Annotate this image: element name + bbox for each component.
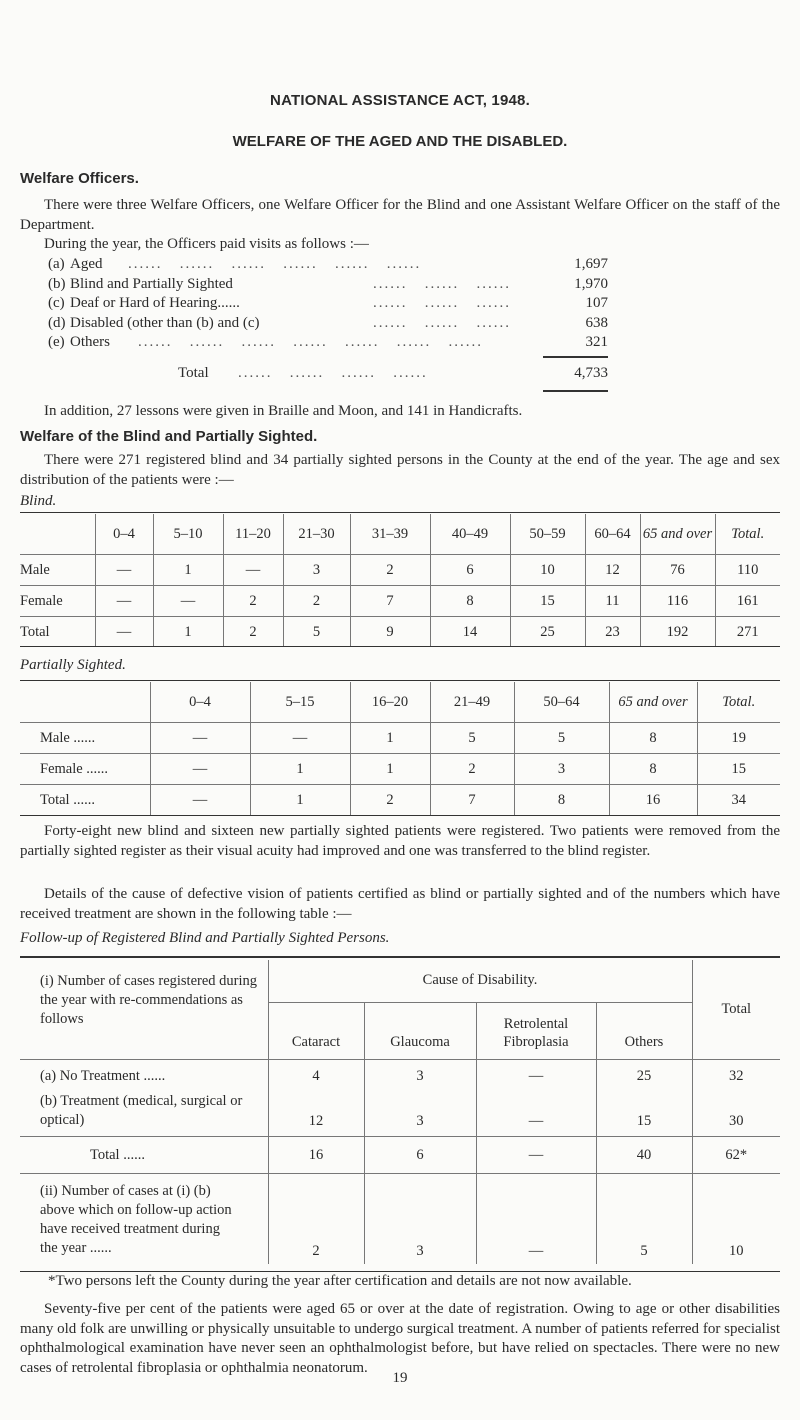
details-para: Details of the cause of defective vision of patients certified as blind or partially sighted and of the numbers which have received treatment are shown in the following table :— xyxy=(20,886,780,922)
visit-row-a: (a) Aged ...... ...... ...... ...... ...... ...... 1,697 xyxy=(48,256,608,272)
welfare-officers-heading: Welfare Officers. xyxy=(20,170,139,187)
total-rule-top xyxy=(543,356,608,358)
visits-list xyxy=(48,255,608,353)
page-subtitle: WELFARE OF THE AGED AND THE DISABLED. xyxy=(232,133,568,150)
blind-section-heading: Welfare of the Blind and Partially Sighted. xyxy=(20,428,318,445)
table-row: Male ...... — — 1 5 5 8 19 xyxy=(20,723,780,754)
table-row: Total ...... 16 6 — 40 62* xyxy=(20,1137,780,1174)
new-registrations-para: Forty-eight new blind and sixteen new partially sighted patients were registered. Two patients were removed from the partially sighted register as their visual acuity had improved and one was transferred to the blind register. xyxy=(20,823,780,859)
visit-row-e: (e) Others ...... ...... ...... ...... ...... ...... ...... 321 xyxy=(48,334,608,350)
table-row: Total ...... — 1 2 7 8 16 34 xyxy=(20,785,780,816)
table-row: (ii) Number of cases at (i) (b) above which on follow-up action have received treatment during the year ...... 2 3 — 5 10 xyxy=(20,1174,780,1265)
ps-table-header: 0–4 5–15 16–20 21–49 50–64 65 and over Total. xyxy=(20,682,780,723)
partially-sighted-table xyxy=(20,682,780,815)
page-title: NATIONAL ASSISTANCE ACT, 1948. xyxy=(270,92,530,109)
blind-caption: Blind. xyxy=(20,493,57,509)
table-row: Total — 1 2 5 9 14 25 23 192 271 xyxy=(20,617,780,648)
blind-section-para: There were 271 registered blind and 34 partially sighted persons in the County at the end of the year. The age and sex distribution of the patients were :— xyxy=(20,452,780,488)
visit-row-d: (d) Disabled (other than (b) and (c) ...... ...... ...... 638 xyxy=(48,314,608,331)
table-row: Female ...... — 1 1 2 3 8 15 xyxy=(20,754,780,785)
visits-total: Total ...... ...... ...... ...... 4,733 xyxy=(178,365,608,381)
followup-header: (i) Number of cases registered during the year with re-commendations as follows Cause of Disability. Total xyxy=(20,960,780,1003)
welfare-officers-para: There were three Welfare Officers, one Welfare Officer for the Blind and one Assistant Welfare Officer on the staff of the Department. During the year, the Officers paid visits as follows :— xyxy=(20,197,780,252)
followup-caption: Follow-up of Registered Blind and Partially Sighted Persons. xyxy=(20,930,390,946)
visit-row-b: (b) Blind and Partially Sighted ...... ...... ...... 1,970 xyxy=(48,275,608,292)
table-row: Female — — 2 2 7 8 15 11 116 161 xyxy=(20,586,780,617)
blind-table xyxy=(20,514,780,647)
followup-table xyxy=(20,960,780,1264)
visit-row-c: (c) Deaf or Hard of Hearing...... ...... ...... ...... 107 xyxy=(48,295,608,311)
partially-sighted-caption: Partially Sighted. xyxy=(20,657,126,673)
table-row: (b) Treatment (medical, surgical or optical) 12 3 — 15 30 xyxy=(20,1090,780,1137)
followup-subheader: Cataract Glaucoma Retrolental Fibroplasia Others xyxy=(20,1003,780,1060)
table-row: Male — 1 — 3 2 6 10 12 76 110 xyxy=(20,555,780,586)
footnote: *Two persons left the County during the year after certification and details are not now available. xyxy=(48,1273,632,1289)
braille-para: In addition, 27 lessons were given in Braille and Moon, and 141 in Handicrafts. xyxy=(44,403,523,419)
closing-para: Seventy-five per cent of the patients were aged 65 or over at the date of registration. Owing to age or other disabilities many old folk are unwilling or physically unsuitable to undergo surgical treatment. A number of patients referred for specialist ophthalmological examination have never seen an ophthalmologist before, but have relied on spectacles. There were no new cases of retrolental fibroplasia or ophthalmia neonatorum. xyxy=(20,1301,780,1376)
blind-table-header: 0–4 5–10 11–20 21–30 31–39 40–49 50–59 60–64 65 and over Total. xyxy=(20,514,780,555)
page-number: 19 xyxy=(392,1370,408,1386)
total-rule-bottom xyxy=(543,390,608,392)
table-row: (a) No Treatment ...... 4 3 — 25 32 xyxy=(20,1060,780,1091)
